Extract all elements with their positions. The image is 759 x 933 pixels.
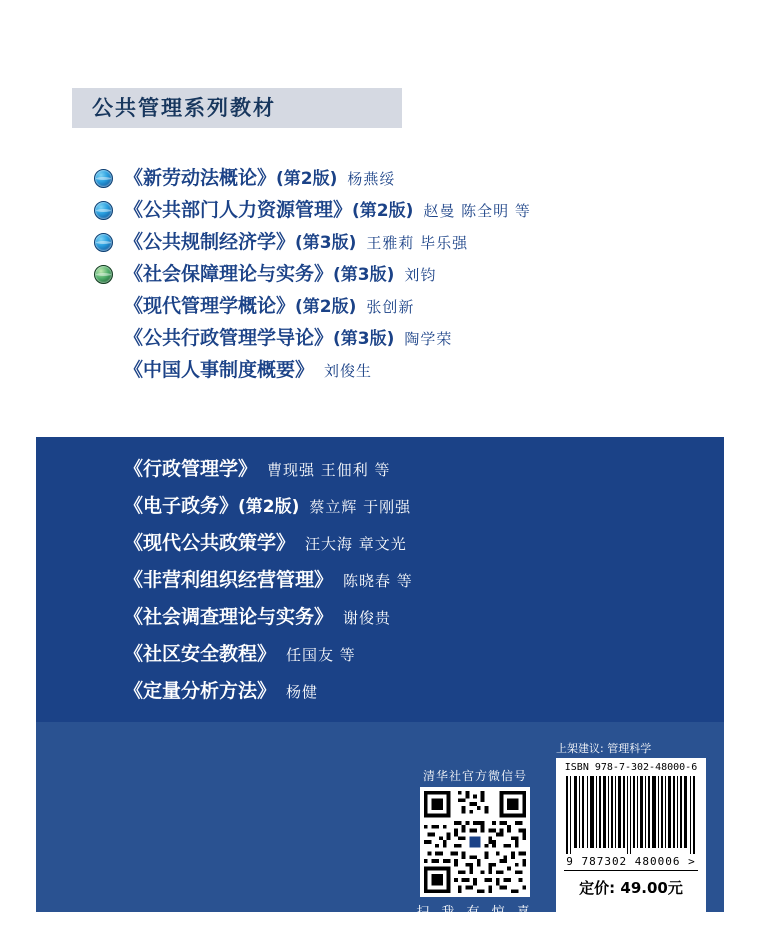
book-authors: 赵曼 陈全明 等	[423, 202, 531, 220]
list-item	[36, 290, 724, 322]
price-divider	[564, 870, 698, 871]
book-authors: 陶学荣	[404, 330, 453, 348]
book-authors: 杨燕绥	[347, 170, 396, 188]
list-item	[36, 226, 724, 258]
globe-icon	[94, 233, 113, 252]
book-authors: 谢俊贵	[343, 609, 392, 627]
book-title: 《现代管理学概论》(第2版) 张创新	[124, 295, 415, 317]
book-title: 《行政管理学》 曹现强 王佃利 等	[124, 458, 391, 480]
list-item	[36, 354, 724, 386]
series-title: 公共管理系列教材	[92, 96, 276, 120]
list-item	[36, 194, 724, 226]
list-item	[36, 562, 724, 599]
book-title: 《公共规制经济学》(第3版) 王雅莉 毕乐强	[124, 231, 469, 253]
book-authors: 张创新	[366, 298, 415, 316]
book-authors: 汪大海 章文光	[305, 535, 407, 553]
book-authors: 陈晓春 等	[343, 572, 413, 590]
book-title: 《定量分析方法》 杨健	[124, 680, 319, 702]
globe-icon	[94, 201, 113, 220]
globe-icon	[94, 265, 113, 284]
book-title: 《中国人事制度概要》 刘俊生	[124, 359, 373, 381]
list-item	[36, 162, 724, 194]
globe-icon	[94, 169, 113, 188]
book-authors: 刘钧	[404, 266, 437, 284]
list-item	[36, 451, 724, 488]
ean-digits: 9 787302 480006 >	[566, 855, 696, 868]
list-item	[36, 673, 724, 710]
list-item	[36, 599, 724, 636]
book-title: 《新劳动法概论》(第2版) 杨燕绥	[124, 167, 396, 189]
book-authors: 任国友 等	[286, 646, 356, 664]
book-authors: 刘俊生	[324, 362, 373, 380]
book-title: 《电子政务》(第2版) 蔡立辉 于刚强	[124, 495, 412, 517]
book-title: 《公共行政管理学导论》(第3版) 陶学荣	[124, 327, 453, 349]
shelf-recommendation: 上架建议: 管理科学	[556, 742, 652, 755]
book-list-blue-panel	[36, 437, 724, 920]
book-title: 《社会保障理论与实务》(第3版) 刘钧	[124, 263, 437, 285]
isbn-text: ISBN 978-7-302-48000-6	[564, 762, 698, 773]
book-authors: 杨健	[286, 683, 319, 701]
book-authors: 蔡立辉 于刚强	[309, 498, 412, 516]
price-text: 定价: 49.00元	[579, 879, 683, 897]
book-title: 《非营利组织经营管理》 陈晓春 等	[124, 569, 413, 591]
qr-code-image	[420, 787, 530, 897]
cover-print-area	[36, 22, 724, 920]
list-item	[36, 322, 724, 354]
book-list-white	[36, 162, 724, 442]
isbn-barcode-box	[556, 758, 706, 918]
book-title: 《现代公共政策学》 汪大海 章文光	[124, 532, 407, 554]
list-item	[36, 525, 724, 562]
wechat-qr-block	[410, 767, 540, 920]
barcode-image	[562, 776, 700, 854]
qr-caption-bottom: 扫 我 有 惊 喜	[416, 905, 534, 920]
list-item	[36, 258, 724, 290]
book-authors: 曹现强 王佃利 等	[267, 461, 391, 479]
list-item	[36, 636, 724, 673]
book-title: 《社会调查理论与实务》 谢俊贵	[124, 606, 392, 628]
qr-caption-top: 清华社官方微信号	[422, 769, 527, 783]
list-item	[36, 488, 724, 525]
book-title: 《社区安全教程》 任国友 等	[124, 643, 356, 665]
book-title: 《公共部门人力资源管理》(第2版) 赵曼 陈全明 等	[124, 199, 531, 221]
qr-code-svg	[420, 787, 530, 897]
book-authors: 王雅莉 毕乐强	[366, 234, 469, 252]
